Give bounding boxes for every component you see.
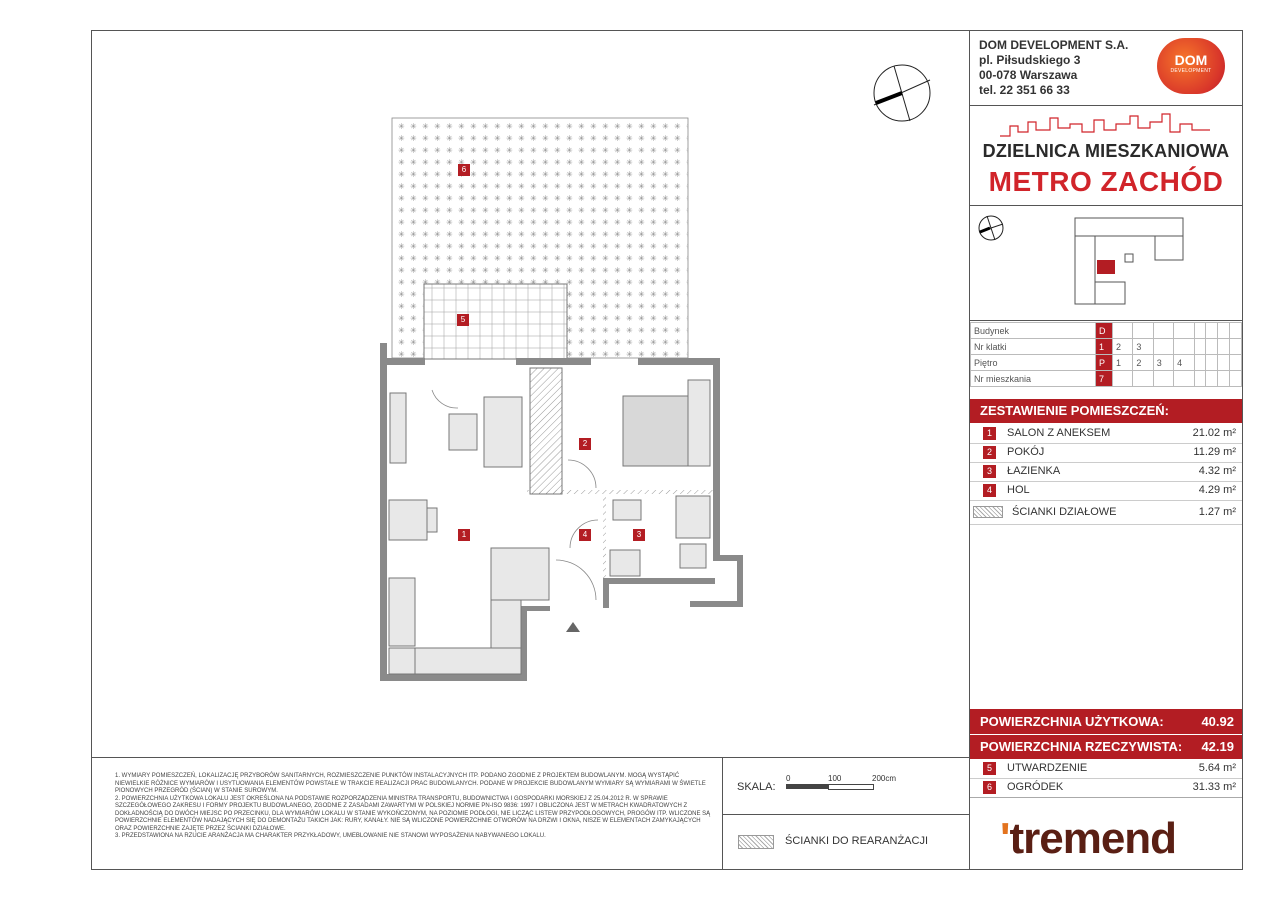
room-badge-ogrodek: 6 bbox=[458, 164, 470, 176]
room-row-salon bbox=[970, 424, 1242, 444]
room-badge-salon: 1 bbox=[458, 529, 470, 541]
scale-bar-dark bbox=[786, 784, 828, 789]
skyline-icon bbox=[1000, 112, 1210, 138]
room-row-lazienka bbox=[970, 462, 1242, 482]
dom-development-logo bbox=[1157, 38, 1225, 94]
scale-legend-divider bbox=[722, 814, 969, 815]
location-label: Nr mieszkania bbox=[971, 371, 1096, 387]
outdoor-row-ogrodek bbox=[970, 778, 1242, 798]
location-table bbox=[970, 322, 1242, 387]
location-cell bbox=[1218, 323, 1230, 339]
location-label: Nr klatki bbox=[971, 339, 1096, 355]
outdoor-area: 5.64 m² bbox=[1198, 762, 1236, 774]
brand-divider bbox=[970, 205, 1242, 206]
location-cell bbox=[1153, 371, 1173, 387]
location-cell bbox=[1206, 355, 1218, 371]
location-cell bbox=[1218, 371, 1230, 387]
north-compass-icon bbox=[874, 65, 930, 121]
room-number: 1 bbox=[983, 427, 996, 440]
entrance-arrow-icon bbox=[566, 622, 580, 632]
company-info bbox=[979, 38, 1128, 98]
location-cell: D bbox=[1096, 323, 1113, 339]
location-cell bbox=[1174, 323, 1194, 339]
partitions-area: 1.27 m² bbox=[1198, 506, 1236, 518]
company-address-1: pl. Piłsudskiego 3 bbox=[979, 53, 1081, 67]
location-cell: 2 bbox=[1113, 339, 1133, 355]
location-cell bbox=[1230, 355, 1242, 371]
location-cell: 4 bbox=[1174, 355, 1194, 371]
actual-area-value: 42.19 bbox=[1201, 739, 1234, 754]
location-cell bbox=[1174, 371, 1194, 387]
location-cell: 7 bbox=[1096, 371, 1113, 387]
company-name: DOM DEVELOPMENT S.A. bbox=[979, 38, 1129, 52]
location-row-klatka bbox=[971, 339, 1242, 355]
keyplan-highlight bbox=[1097, 260, 1115, 274]
outdoor-number: 5 bbox=[983, 762, 996, 775]
location-cell bbox=[1218, 339, 1230, 355]
room-area: 11.29 m² bbox=[1193, 446, 1236, 458]
location-cell bbox=[1230, 323, 1242, 339]
footnote-1: 1. WYMIARY POMIESZCZEŃ, LOKALIZACJĘ PRZYBORÓW SANITARNYCH, ROZMIESZCZENIE PUNKTÓW INSTALACYJNYCH ITP. PODANO ZGODNIE Z PROJEKTEM BUDOWLANYM. MOGĄ WYSTĄPIĆ NIEWIELKIE RÓŻNICE WYMIARÓW I USYTUOWANIA ELEMENTÓW POWSTAŁE W TRAKCIE REALIZACJI PRAC BUDOWLANYCH. PODANE W PROJEKCIE BUDOWLANYM WYMIARY SĄ WYMIARAMI W ŚWIETLE PIONOWYCH PRZEGRÓD (ŚCIAN) W STANIE SUROWYM. bbox=[115, 773, 706, 794]
rearrange-hatch-swatch bbox=[738, 835, 774, 849]
footnote-2: 2. POWIERZCHNIA UŻYTKOWA LOKALU JEST OKREŚLONA NA PODSTAWIE ROZPORZĄDZENIA MINISTRA TRANSPORTU, BUDOWNICTWA I GOSPODARKI MORSKIEJ Z 25.04.2012 R. W SPRAWIE SZCZEGÓŁOWEGO ZAKRESU I FORMY PROJEKTU BUDOWLANEGO, ZGODNIE Z ZASADAMI ZAWARTYMI W POLSKIEJ NORMIE PN-ISO 9836: 1997 I OBLICZONA JEST W METRACH KWADRATOWYCH Z DOKŁADNOŚCIĄ DO DWÓCH MIEJSC PO PRZECINKU, DLA WYMIARÓW LOKALU W STANIE WYKOŃCZONYM, NA POZIOMIE PODŁOGI, NIE LICZĄC LISTEW PRZYPODŁOGOWYCH, PROGÓW ITP. WLICZONE SĄ POWIERZCHNIE ELEMENTÓW NADAJĄCYCH SIĘ DO DEMONTAŻU TAKICH JAK: RURY, KANAŁY. NIE SĄ WLICZONE POWIERZCHNIE OTWORÓW NA DRZWI I OKNA, NISZE W ELEMENTACH ZAMYKAJĄCYCH ORAZ POWIERZCHNIE ZAJĘTE PRZEZ ŚCIANKI DZIAŁOWE. bbox=[115, 795, 711, 832]
scale-tick-200: 200cm bbox=[872, 774, 897, 783]
outdoor-name: OGRÓDEK bbox=[1007, 781, 1064, 793]
outdoor-area: 31.33 m² bbox=[1192, 781, 1236, 793]
scale-tick-100: 100 bbox=[828, 774, 842, 783]
tremend-logo bbox=[1000, 814, 1176, 864]
room-badge-hol: 4 bbox=[579, 529, 591, 541]
location-cell bbox=[1206, 371, 1218, 387]
room-name: ŁAZIENKA bbox=[1007, 465, 1061, 477]
location-cell bbox=[1153, 323, 1173, 339]
location-cell: 2 bbox=[1133, 355, 1153, 371]
room-row-pokoj bbox=[970, 443, 1242, 463]
partitions-name: ŚCIANKI DZIAŁOWE bbox=[1012, 506, 1117, 518]
room-area: 21.02 m² bbox=[1192, 427, 1236, 439]
room-number: 2 bbox=[983, 446, 996, 459]
location-cell: 1 bbox=[1096, 339, 1113, 355]
location-cell bbox=[1133, 323, 1153, 339]
room-name: POKÓJ bbox=[1007, 446, 1045, 458]
outdoor-number: 6 bbox=[983, 781, 996, 794]
location-row-budynek bbox=[971, 323, 1242, 339]
location-cell bbox=[1230, 339, 1242, 355]
location-cell bbox=[1206, 339, 1218, 355]
partition-hatch-swatch bbox=[973, 506, 1003, 518]
project-title-line1: DZIELNICA MIESZKANIOWA bbox=[982, 141, 1230, 161]
scale-bar-light bbox=[828, 784, 874, 790]
scale-tick-0: 0 bbox=[786, 774, 791, 783]
room-area: 4.32 m² bbox=[1198, 465, 1236, 477]
usable-area-value: 40.92 bbox=[1201, 714, 1234, 729]
location-cell bbox=[1194, 371, 1206, 387]
rooms-heading: ZESTAWIENIE POMIESZCZEŃ: bbox=[970, 399, 1242, 423]
footer-divider bbox=[92, 757, 969, 758]
location-cell: 3 bbox=[1133, 339, 1153, 355]
location-cell bbox=[1194, 355, 1206, 371]
location-cell: P bbox=[1096, 355, 1113, 371]
footnote-3: 3. PRZEDSTAWIONA NA RZUCIE ARANŻACJA MA CHARAKTER PRZYKŁADOWY, UMEBLOWANIE NIE STANOWI WYPOSAŻENIA NABYWANEGO LOKALU. bbox=[115, 833, 546, 839]
rearrange-legend-label: ŚCIANKI DO REARANŻACJI bbox=[785, 835, 929, 847]
footnotes bbox=[115, 773, 715, 841]
room-number: 4 bbox=[983, 484, 996, 497]
room-number: 3 bbox=[983, 465, 996, 478]
room-row-hol bbox=[970, 481, 1242, 501]
room-row-partitions bbox=[970, 502, 1242, 525]
room-badge-utwardzenie: 5 bbox=[457, 314, 469, 326]
outdoor-row-utwardzenie bbox=[970, 759, 1242, 779]
terrace-area bbox=[424, 284, 567, 359]
company-divider bbox=[970, 105, 1242, 106]
room-area: 4.29 m² bbox=[1198, 484, 1236, 496]
location-label: Budynek bbox=[971, 323, 1096, 339]
location-cell bbox=[1113, 371, 1133, 387]
actual-area-bar bbox=[970, 734, 1242, 759]
logo-text: DOM bbox=[1174, 52, 1208, 68]
location-cell bbox=[1133, 371, 1153, 387]
location-cell bbox=[1206, 323, 1218, 339]
wardrobe bbox=[530, 368, 562, 494]
tremend-tick: ' bbox=[1000, 814, 1010, 863]
company-phone: tel. 22 351 66 33 bbox=[979, 83, 1070, 97]
outdoor-name: UTWARDZENIE bbox=[1007, 762, 1088, 774]
keyplan-divider bbox=[970, 320, 1242, 321]
location-label: Piętro bbox=[971, 355, 1096, 371]
scale-label: SKALA: bbox=[737, 781, 776, 793]
room-badge-pokoj: 2 bbox=[579, 438, 591, 450]
location-row-mieszkanie bbox=[971, 371, 1242, 387]
location-cell bbox=[1153, 339, 1173, 355]
location-cell bbox=[1194, 323, 1206, 339]
logo-subtext: DEVELOPMENT bbox=[1170, 68, 1212, 74]
project-title-line2: METRO ZACHÓD bbox=[988, 166, 1224, 197]
room-badge-lazienka: 3 bbox=[633, 529, 645, 541]
room-name: SALON Z ANEKSEM bbox=[1007, 427, 1111, 439]
location-cell bbox=[1230, 371, 1242, 387]
location-cell bbox=[1174, 339, 1194, 355]
location-cell bbox=[1194, 339, 1206, 355]
room-name: HOL bbox=[1007, 484, 1030, 496]
location-row-pietro bbox=[971, 355, 1242, 371]
location-cell bbox=[1113, 323, 1133, 339]
location-cell: 1 bbox=[1113, 355, 1133, 371]
location-cell: 3 bbox=[1153, 355, 1173, 371]
usable-area-label: POWIERZCHNIA UŻYTKOWA: bbox=[980, 714, 1164, 729]
usable-area-bar bbox=[970, 709, 1242, 734]
floor-plan bbox=[92, 31, 969, 757]
key-plan bbox=[975, 210, 1240, 315]
tremend-name: tremend bbox=[1009, 814, 1177, 863]
company-address-2: 00-078 Warszawa bbox=[979, 68, 1078, 82]
actual-area-label: POWIERZCHNIA RZECZYWISTA: bbox=[980, 739, 1183, 754]
location-cell bbox=[1218, 355, 1230, 371]
